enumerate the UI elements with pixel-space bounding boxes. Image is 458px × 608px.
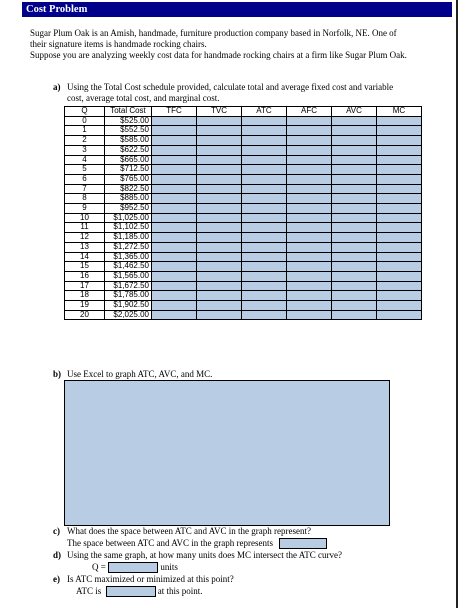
answer-cell-mc[interactable] <box>377 262 422 272</box>
quantity-cell: 1 <box>65 126 105 136</box>
cost-table-header <box>65 107 422 117</box>
answer-cell-atc[interactable] <box>242 271 287 281</box>
question-e-text: Is ATC maximized or minimized at this point? <box>67 574 234 584</box>
answer-cell-tvc[interactable] <box>197 204 242 214</box>
answer-cell-atc[interactable] <box>242 223 287 233</box>
answer-cell-avc[interactable] <box>332 194 377 204</box>
total-cost-cell: $665.00 <box>105 155 152 165</box>
answer-cell-avc[interactable] <box>332 145 377 155</box>
column-header: Total Cost <box>105 107 152 117</box>
quantity-cell: 11 <box>65 223 105 233</box>
answer-cell-avc[interactable] <box>332 155 377 165</box>
answer-cell-mc[interactable] <box>377 301 422 311</box>
total-cost-cell: $1,565.00 <box>105 271 152 281</box>
quantity-cell: 3 <box>65 145 105 155</box>
answer-cell-avc[interactable] <box>332 310 377 320</box>
answer-cell-atc[interactable] <box>242 165 287 175</box>
total-cost-cell: $885.00 <box>105 194 152 204</box>
question-d-text: Using the same graph, at how many units does MC intersect the ATC curve? <box>67 550 342 560</box>
answer-cell-tvc[interactable] <box>197 184 242 194</box>
total-cost-cell: $1,102.50 <box>105 223 152 233</box>
question-b-letter: b) <box>53 369 62 379</box>
answer-cell-afc[interactable] <box>287 116 332 126</box>
answer-cell-tfc[interactable] <box>152 174 197 184</box>
answer-cell-tfc[interactable] <box>152 242 197 252</box>
answer-cell-tfc[interactable] <box>152 126 197 136</box>
total-cost-cell: $822.50 <box>105 184 152 194</box>
answer-cell-tfc[interactable] <box>152 233 197 243</box>
table-row <box>65 184 422 194</box>
answer-cell-tfc[interactable] <box>152 301 197 311</box>
answer-cell-atc[interactable] <box>242 126 287 136</box>
total-cost-cell: $585.00 <box>105 136 152 146</box>
answer-cell-afc[interactable] <box>287 223 332 233</box>
answer-cell-avc[interactable] <box>332 165 377 175</box>
answer-cell-avc[interactable] <box>332 281 377 291</box>
answer-cell-avc[interactable] <box>332 136 377 146</box>
intro-line-2: their signature items is handmade rocking chairs. <box>30 39 207 49</box>
question-d-answer-prefix: Q = <box>92 562 106 572</box>
answer-cell-tfc[interactable] <box>152 155 197 165</box>
answer-cell-mc[interactable] <box>377 252 422 262</box>
question-c-letter: c) <box>53 526 60 536</box>
quantity-cell: 5 <box>65 165 105 175</box>
table-row <box>65 155 422 165</box>
answer-cell-tfc[interactable] <box>152 194 197 204</box>
answer-cell-tvc[interactable] <box>197 145 242 155</box>
answer-cell-tfc[interactable] <box>152 291 197 301</box>
answer-cell-mc[interactable] <box>377 204 422 214</box>
answer-cell-tfc[interactable] <box>152 184 197 194</box>
quantity-cell: 0 <box>65 116 105 126</box>
answer-cell-tfc[interactable] <box>152 252 197 262</box>
answer-cell-avc[interactable] <box>332 204 377 214</box>
question-e-answer-prefix: ATC is <box>76 586 102 596</box>
answer-cell-atc[interactable] <box>242 136 287 146</box>
question-e-letter: e) <box>53 574 60 584</box>
answer-cell-mc[interactable] <box>377 194 422 204</box>
answer-cell-atc[interactable] <box>242 213 287 223</box>
table-row <box>65 310 422 320</box>
quantity-cell: 9 <box>65 204 105 214</box>
answer-cell-afc[interactable] <box>287 271 332 281</box>
answer-cell-mc[interactable] <box>377 116 422 126</box>
table-row <box>65 262 422 272</box>
answer-cell-atc[interactable] <box>242 262 287 272</box>
answer-cell-tvc[interactable] <box>197 155 242 165</box>
quantity-cell: 18 <box>65 291 105 301</box>
table-row <box>65 116 422 126</box>
answer-cell-afc[interactable] <box>287 262 332 272</box>
answer-cell-tvc[interactable] <box>197 281 242 291</box>
answer-cell-tfc[interactable] <box>152 145 197 155</box>
total-cost-cell: $1,462.50 <box>105 262 152 272</box>
answer-cell-afc[interactable] <box>287 194 332 204</box>
quantity-cell: 7 <box>65 184 105 194</box>
answer-cell-afc[interactable] <box>287 184 332 194</box>
answer-cell-afc[interactable] <box>287 310 332 320</box>
answer-cell-atc[interactable] <box>242 184 287 194</box>
answer-cell-atc[interactable] <box>242 242 287 252</box>
question-b-text: Use Excel to graph ATC, AVC, and MC. <box>67 369 213 379</box>
answer-cell-atc[interactable] <box>242 145 287 155</box>
question-c-answer-label: The space between ATC and AVC in the graph represents <box>67 538 274 548</box>
total-cost-cell: $1,902.50 <box>105 301 152 311</box>
table-row <box>65 165 422 175</box>
table-row <box>65 145 422 155</box>
answer-cell-atc[interactable] <box>242 116 287 126</box>
quantity-cell: 4 <box>65 155 105 165</box>
question-a-line-2: cost, average total cost, and marginal cost. <box>67 92 220 103</box>
total-cost-cell: $622.50 <box>105 145 152 155</box>
table-row <box>65 271 422 281</box>
table-row <box>65 233 422 243</box>
answer-cell-afc[interactable] <box>287 242 332 252</box>
answer-cell-tvc[interactable] <box>197 262 242 272</box>
table-row <box>65 204 422 214</box>
question-e-answer-suffix: at this point. <box>157 586 203 596</box>
answer-cell-avc[interactable] <box>332 213 377 223</box>
intro-line-1: Sugar Plum Oak is an Amish, handmade, furniture production company based in Norfolk, NE. One of <box>30 28 397 38</box>
question-d-answer-input[interactable] <box>108 562 158 573</box>
answer-cell-avc[interactable] <box>332 116 377 126</box>
answer-cell-mc[interactable] <box>377 145 422 155</box>
answer-cell-atc[interactable] <box>242 252 287 262</box>
total-cost-cell: $2,025.00 <box>105 310 152 320</box>
answer-cell-tvc[interactable] <box>197 194 242 204</box>
answer-cell-atc[interactable] <box>242 301 287 311</box>
quantity-cell: 17 <box>65 281 105 291</box>
quantity-cell: 19 <box>65 301 105 311</box>
answer-cell-tvc[interactable] <box>197 136 242 146</box>
answer-cell-tvc[interactable] <box>197 310 242 320</box>
total-cost-cell: $765.00 <box>105 174 152 184</box>
question-a-text <box>67 82 447 103</box>
total-cost-cell: $1,025.00 <box>105 213 152 223</box>
answer-cell-afc[interactable] <box>287 252 332 262</box>
answer-cell-afc[interactable] <box>287 165 332 175</box>
cost-table-body <box>65 116 422 320</box>
answer-cell-tvc[interactable] <box>197 174 242 184</box>
answer-cell-avc[interactable] <box>332 174 377 184</box>
graph-area[interactable] <box>64 380 390 526</box>
answer-cell-atc[interactable] <box>242 291 287 301</box>
total-cost-cell: $552.50 <box>105 126 152 136</box>
cost-table <box>64 106 422 320</box>
answer-cell-atc[interactable] <box>242 233 287 243</box>
column-header: AVC <box>332 107 377 117</box>
question-e-answer-row <box>76 586 203 597</box>
answer-cell-mc[interactable] <box>377 310 422 320</box>
answer-cell-tfc[interactable] <box>152 281 197 291</box>
question-c-answer-input[interactable] <box>279 538 327 549</box>
column-header: AFC <box>287 107 332 117</box>
total-cost-cell: $1,672.50 <box>105 281 152 291</box>
answer-cell-tvc[interactable] <box>197 223 242 233</box>
answer-cell-tfc[interactable] <box>152 310 197 320</box>
answer-cell-tvc[interactable] <box>197 242 242 252</box>
answer-cell-atc[interactable] <box>242 174 287 184</box>
answer-cell-mc[interactable] <box>377 165 422 175</box>
answer-cell-tfc[interactable] <box>152 136 197 146</box>
intro-line-3: Suppose you are analyzing weekly cost data for handmade rocking chairs at a firm like Sugar Plum Oak. <box>30 50 407 60</box>
answer-cell-mc[interactable] <box>377 242 422 252</box>
answer-cell-avc[interactable] <box>332 291 377 301</box>
answer-cell-avc[interactable] <box>332 184 377 194</box>
answer-cell-afc[interactable] <box>287 204 332 214</box>
answer-cell-mc[interactable] <box>377 174 422 184</box>
answer-cell-atc[interactable] <box>242 204 287 214</box>
total-cost-cell: $712.50 <box>105 165 152 175</box>
answer-cell-tfc[interactable] <box>152 165 197 175</box>
table-row <box>65 301 422 311</box>
answer-cell-mc[interactable] <box>377 281 422 291</box>
answer-cell-tvc[interactable] <box>197 271 242 281</box>
quantity-cell: 15 <box>65 262 105 272</box>
answer-cell-atc[interactable] <box>242 281 287 291</box>
table-row <box>65 242 422 252</box>
table-row <box>65 194 422 204</box>
answer-cell-tfc[interactable] <box>152 204 197 214</box>
total-cost-cell: $952.50 <box>105 204 152 214</box>
answer-cell-tvc[interactable] <box>197 213 242 223</box>
answer-cell-tvc[interactable] <box>197 233 242 243</box>
quantity-cell: 16 <box>65 271 105 281</box>
answer-cell-avc[interactable] <box>332 252 377 262</box>
column-header: Q <box>65 107 105 117</box>
table-row <box>65 174 422 184</box>
answer-cell-atc[interactable] <box>242 194 287 204</box>
total-cost-cell: $1,785.00 <box>105 291 152 301</box>
total-cost-cell: $1,185.00 <box>105 233 152 243</box>
table-row <box>65 126 422 136</box>
answer-cell-tvc[interactable] <box>197 252 242 262</box>
answer-cell-avc[interactable] <box>332 223 377 233</box>
answer-cell-mc[interactable] <box>377 271 422 281</box>
answer-cell-mc[interactable] <box>377 155 422 165</box>
answer-cell-tfc[interactable] <box>152 271 197 281</box>
total-cost-cell: $1,365.00 <box>105 252 152 262</box>
question-d-letter: d) <box>53 550 62 560</box>
quantity-cell: 14 <box>65 252 105 262</box>
answer-cell-afc[interactable] <box>287 136 332 146</box>
answer-cell-afc[interactable] <box>287 213 332 223</box>
answer-cell-afc[interactable] <box>287 301 332 311</box>
answer-cell-mc[interactable] <box>377 213 422 223</box>
answer-cell-afc[interactable] <box>287 233 332 243</box>
question-e-answer-input[interactable] <box>106 586 156 597</box>
answer-cell-tvc[interactable] <box>197 116 242 126</box>
quantity-cell: 13 <box>65 242 105 252</box>
answer-cell-avc[interactable] <box>332 233 377 243</box>
answer-cell-avc[interactable] <box>332 262 377 272</box>
question-a-letter: a) <box>53 82 61 92</box>
answer-cell-afc[interactable] <box>287 126 332 136</box>
answer-cell-mc[interactable] <box>377 136 422 146</box>
total-cost-cell: $1,272.50 <box>105 242 152 252</box>
question-c-text: What does the space between ATC and AVC in the graph represent? <box>67 526 312 536</box>
answer-cell-tfc[interactable] <box>152 213 197 223</box>
column-header: TFC <box>152 107 197 117</box>
answer-cell-atc[interactable] <box>242 155 287 165</box>
table-row <box>65 136 422 146</box>
column-header: MC <box>377 107 422 117</box>
title-bar: Cost Problem <box>22 2 452 17</box>
answer-cell-afc[interactable] <box>287 281 332 291</box>
answer-cell-tvc[interactable] <box>197 126 242 136</box>
answer-cell-tfc[interactable] <box>152 116 197 126</box>
answer-cell-afc[interactable] <box>287 174 332 184</box>
quantity-cell: 10 <box>65 213 105 223</box>
quantity-cell: 8 <box>65 194 105 204</box>
total-cost-cell: $525.00 <box>105 116 152 126</box>
column-header: ATC <box>242 107 287 117</box>
answer-cell-tfc[interactable] <box>152 223 197 233</box>
answer-cell-avc[interactable] <box>332 242 377 252</box>
quantity-cell: 20 <box>65 310 105 320</box>
answer-cell-afc[interactable] <box>287 155 332 165</box>
quantity-cell: 6 <box>65 174 105 184</box>
answer-cell-avc[interactable] <box>332 126 377 136</box>
answer-cell-mc[interactable] <box>377 184 422 194</box>
answer-cell-tvc[interactable] <box>197 301 242 311</box>
answer-cell-avc[interactable] <box>332 301 377 311</box>
answer-cell-avc[interactable] <box>332 271 377 281</box>
question-c-answer-row <box>67 538 327 549</box>
column-header: TVC <box>197 107 242 117</box>
answer-cell-afc[interactable] <box>287 291 332 301</box>
answer-cell-mc[interactable] <box>377 233 422 243</box>
answer-cell-tvc[interactable] <box>197 165 242 175</box>
question-d-answer-row <box>92 562 178 573</box>
question-d-answer-suffix: units <box>160 562 178 572</box>
answer-cell-mc[interactable] <box>377 126 422 136</box>
answer-cell-mc[interactable] <box>377 291 422 301</box>
quantity-cell: 12 <box>65 233 105 243</box>
answer-cell-afc[interactable] <box>287 145 332 155</box>
answer-cell-tvc[interactable] <box>197 291 242 301</box>
intro-text <box>30 28 450 61</box>
question-a-line-1: Using the Total Cost schedule provided, calculate total and average fixed cost and variable <box>67 82 394 92</box>
answer-cell-atc[interactable] <box>242 310 287 320</box>
answer-cell-mc[interactable] <box>377 223 422 233</box>
answer-cell-tfc[interactable] <box>152 262 197 272</box>
quantity-cell: 2 <box>65 136 105 146</box>
